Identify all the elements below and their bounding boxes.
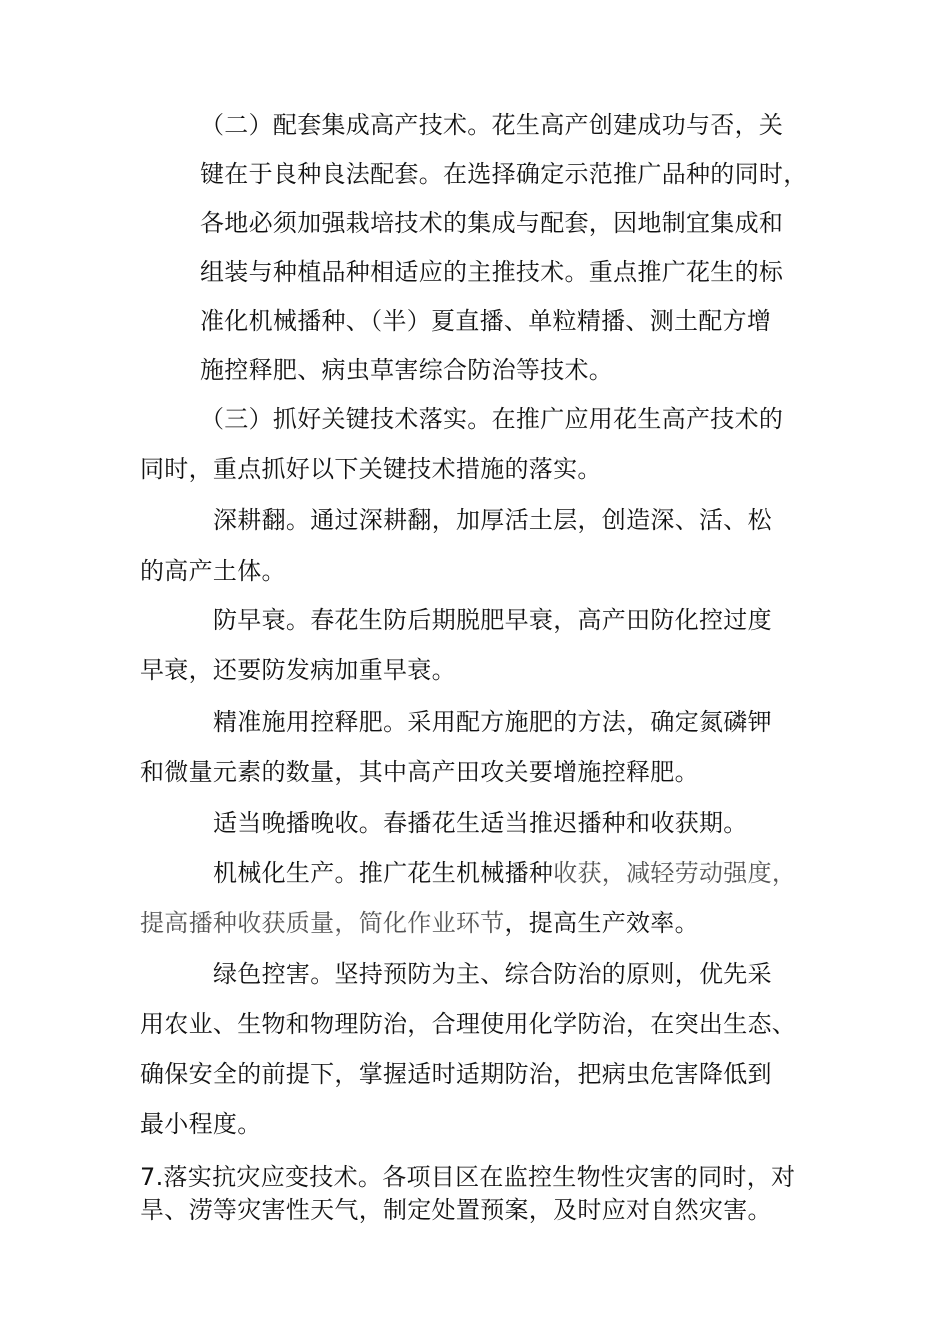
text-line: 用农业、生物和物理防治，合理使用化学防治，在突出生态、 [140,1010,797,1038]
text-line: （二）配套集成高产技术。花生高产创建成功与否，关 [200,111,784,139]
text-line: 深耕翻。通过深耕翻，加厚活土层，创造深、活、松 [213,506,772,534]
text-line: 确保安全的前提下，掌握适时适期防治，把病虫危害降低到 [140,1060,772,1088]
text-line: 旱、涝等灾害性天气，制定处置预案，及时应对自然灾害。 [140,1196,772,1224]
text-line: （三）抓好关键技术落实。在推广应用花生高产技术的 [200,405,784,433]
text-line: 各地必须加强栽培技术的集成与配套，因地制宜集成和 [200,209,784,237]
text-line: 精准施用控释肥。采用配方施肥的方法，确定氮磷钾 [213,708,772,736]
text-line: 最小程度。 [140,1110,262,1138]
text-line: 绿色控害。坚持预防为主、综合防治的原则，优先采 [213,960,772,988]
text-line: 的高产土体。 [140,557,286,585]
text-line: 施控释肥、病虫草害综合防治等技术。 [200,356,614,384]
text-line: 和微量元素的数量，其中高产田攻关要增施控释肥。 [140,758,699,786]
text-segment: 收获，减轻劳动强度， [553,859,797,887]
text-line: 组装与种植品种相适应的主推技术。重点推广花生的标 [200,258,784,286]
text-segment: 提高播种收获质量，简化作业环节 [140,909,505,937]
text-line: 同时，重点抓好以下关键技术措施的落实。 [140,455,602,483]
text-line: 准化机械播种、（半）夏直播、单粒精播、测土配方增 [200,307,772,335]
text-line [213,858,796,888]
text-line: 键在于良种良法配套。在选择确定示范推广品种的同时， [200,160,808,188]
text-segment: 机械化生产。推广花生机械播种 [213,859,554,887]
text-line: 早衰，还要防发病加重早衰。 [140,656,456,684]
text-line: 适当晚播晚收。春播花生适当推迟播种和收获期。 [213,809,748,837]
text-line: 7.落实抗灾应变技术。各项目区在监控生物性灾害的同时，对 [140,1163,796,1191]
text-line [140,908,699,938]
text-line: 防早衰。春花生防后期脱肥早衰，高产田防化控过度 [213,606,772,634]
text-segment: ，提高生产效率。 [504,909,699,937]
